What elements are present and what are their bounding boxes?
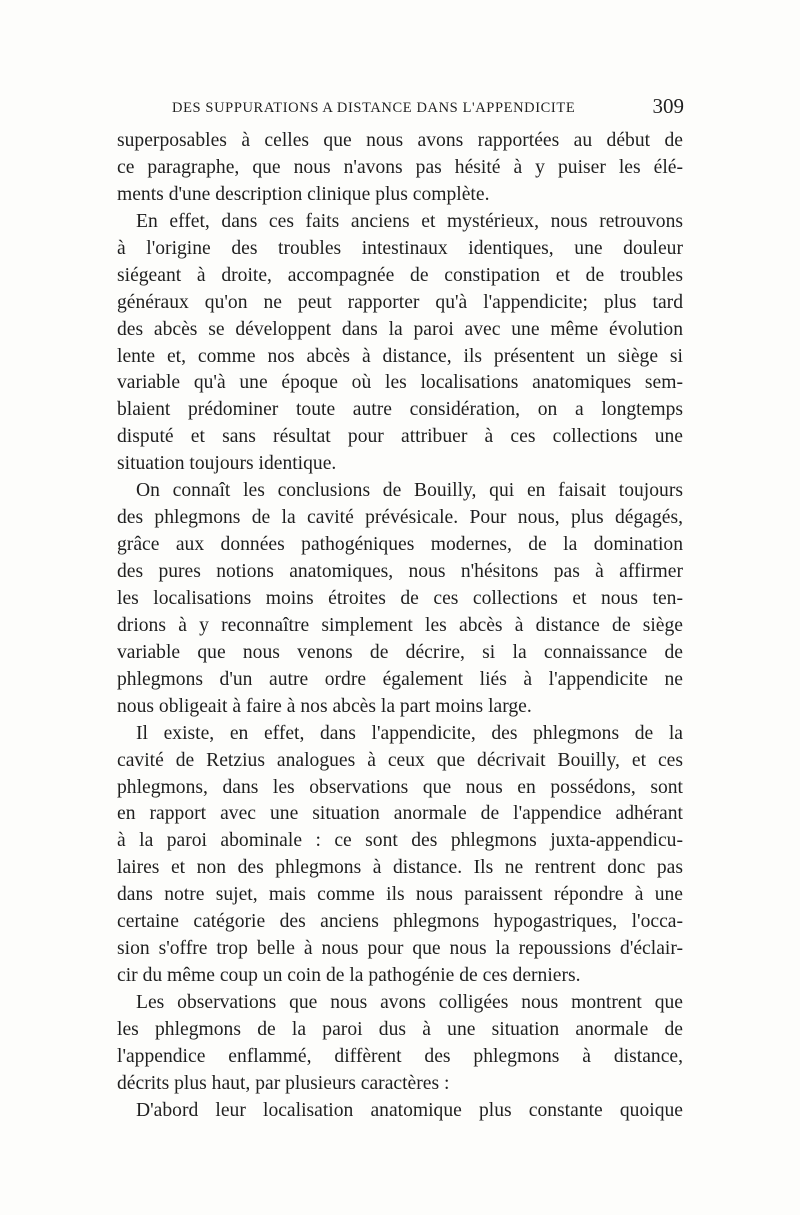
text-line: siégeant à droite, accompagnée de constipation et de troubles [117, 264, 683, 286]
text-line: variable qu'à une époque où les localisations anatomiques sem- [117, 372, 683, 394]
text-line: disputé et sans résultat pour attribuer à ces collections une [117, 426, 683, 448]
paragraph-start-line: En effet, dans ces faits anciens et mystérieux, nous retrouvons [136, 210, 683, 232]
text-line: superposables à celles que nous avons rapportées au début de [117, 130, 683, 151]
text-line: en rapport avec une situation anormale de l'appendice adhérant [117, 803, 683, 825]
text-line: grâce aux données pathogéniques modernes, de la domination [117, 534, 683, 556]
text-line: cir du même coup un coin de la pathogénie de ces derniers. [117, 965, 581, 987]
text-line: décrits plus haut, par plusieurs caractères : [117, 1072, 450, 1094]
page-number: 309 [652, 94, 684, 118]
body-text [117, 128, 683, 1125]
text-line: dans notre sujet, mais comme ils nous paraissent répondre à une [117, 884, 683, 906]
text-line: certaine catégorie des anciens phlegmons hypogastriques, l'occa- [117, 911, 683, 933]
text-line: situation toujours identique. [117, 453, 337, 475]
text-line: des abcès se développent dans la paroi avec une même évolution [117, 318, 683, 340]
text-line: des pures notions anatomiques, nous n'hésitons pas à affirmer [117, 561, 683, 582]
running-title: DES SUPPURATIONS A DISTANCE DANS L'APPENDICITE [172, 100, 576, 116]
text-line: cavité de Retzius analogues à ceux que décrivait Bouilly, et ces [117, 749, 683, 771]
text-line: ce paragraphe, que nous n'avons pas hésité à y puiser les élé- [117, 156, 683, 178]
text-line: variable que nous venons de décrire, si la connaissance de [117, 641, 683, 663]
text-line: nous obligeait à faire à nos abcès la part moins large. [117, 695, 532, 717]
text-line: les localisations moins étroites de ces collections et nous ten- [117, 587, 683, 609]
text-line: généraux qu'on ne peut rapporter qu'à l'appendicite; plus tard [117, 291, 683, 313]
text-line: ments d'une description clinique plus complète. [117, 183, 490, 205]
paragraph-start-line: On connaît les conclusions de Bouilly, qui en faisait toujours [136, 480, 683, 502]
text-line: l'appendice enflammé, diffèrent des phlegmons à distance, [117, 1045, 683, 1067]
text-line: laires et non des phlegmons à distance. Ils ne rentrent donc pas [117, 857, 683, 879]
page-header [172, 92, 684, 122]
text-line: des phlegmons de la cavité prévésicale. Pour nous, plus dégagés, [117, 507, 683, 529]
text-line: drions à y reconnaître simplement les abcès à distance de siège [117, 614, 683, 636]
text-line: blaient prédominer toute autre considération, on a longtemps [117, 399, 683, 421]
paragraph-start-line: D'abord leur localisation anatomique plus constante quoique [136, 1099, 683, 1121]
text-line: à l'origine des troubles intestinaux identiques, une douleur [117, 237, 683, 259]
text-line: lente et, comme nos abcès à distance, ils présentent un siège si [117, 345, 683, 367]
text-line: sion s'offre trop belle à nous pour que nous la repoussions d'éclair- [117, 938, 683, 960]
paragraph-start-line: Il existe, en effet, dans l'appendicite, des phlegmons de la [136, 722, 683, 744]
text-line: les phlegmons de la paroi dus à une situation anormale de [117, 1018, 683, 1040]
text-line: à la paroi abominale : ce sont des phlegmons juxta-appendicu- [117, 830, 683, 852]
paragraph-start-line: Les observations que nous avons colligées nous montrent que [136, 992, 683, 1013]
text-line: phlegmons d'un autre ordre également liés à l'appendicite ne [117, 668, 683, 690]
text-line: phlegmons, dans les observations que nous en possédons, sont [117, 776, 683, 798]
